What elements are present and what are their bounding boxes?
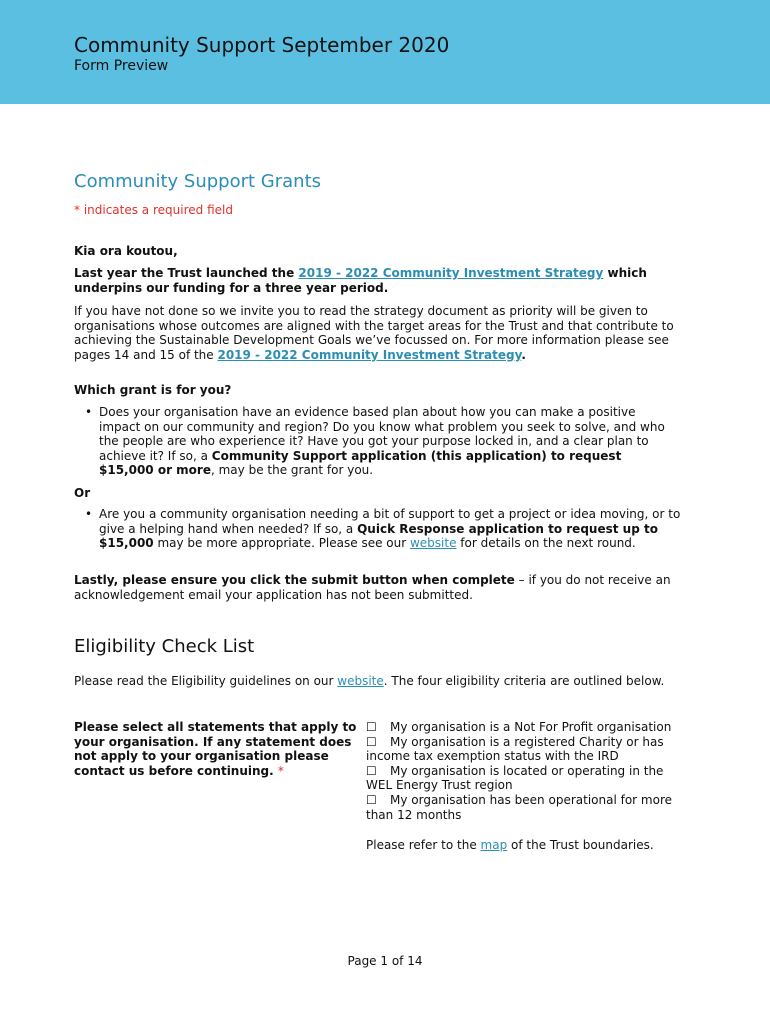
map-link[interactable]: map <box>480 838 508 853</box>
grant-list-1 <box>74 405 669 478</box>
list-item: • Are you a community organisation needing a bit of support to get a project or idea moving, or to give a helping hand when needed? If so, a Quick Response application to request up to $15,000 may be more appropriate. Please see our website for details on the next round. <box>85 507 681 551</box>
bullet-icon: • <box>85 405 93 419</box>
intro-paragraph: Last year the Trust launched the 2019 - 2022 Community Investment Strategy which underpins our funding for a three year period. <box>74 266 647 295</box>
website-link[interactable]: website <box>409 536 457 551</box>
which-grant-heading: Which grant is for you? <box>74 383 232 397</box>
checkbox-wel-region[interactable]: ☐ My organisation is located or operating in the WEL Energy Trust region <box>366 763 664 793</box>
checkbox-icon[interactable]: ☐ <box>366 734 377 749</box>
form-header <box>0 0 770 104</box>
map-reference: Please refer to the map of the Trust boundaries. <box>366 838 654 853</box>
bullet-icon: • <box>85 507 93 521</box>
strategy-paragraph: If you have not done so we invite you to read the strategy document as priority will be given to organisations whose outcomes are aligned with the target areas for the Trust and that contribute to achieving the Sustainable Development Goals we’ve focussed on. For more information please see pages 14 and 15 of the 2019 - 2022 Community Investment Strategy. <box>74 304 674 362</box>
form-subtitle: Form Preview <box>74 58 169 74</box>
or-separator: Or <box>74 486 91 500</box>
greeting: Kia ora koutou, <box>74 244 178 258</box>
required-asterisk: * <box>277 763 284 778</box>
checkbox-icon[interactable]: ☐ <box>366 763 377 778</box>
eligibility-website-link[interactable]: website <box>337 674 384 688</box>
question-label: Please select all statements that apply to your organisation. If any statement does not apply to your organisation please contact us before continuing. * <box>74 720 357 778</box>
section-title-eligibility: Eligibility Check List <box>74 636 255 657</box>
eligibility-intro: Please read the Eligibility guidelines on our website. The four eligibility criteria are outlined below. <box>74 674 665 688</box>
eligibility-options <box>366 720 676 853</box>
checkbox-not-for-profit[interactable]: ☐ My organisation is a Not For Profit organisation <box>366 720 672 734</box>
strategy-link-2[interactable]: 2019 - 2022 Community Investment Strategy <box>217 347 522 362</box>
checkbox-icon[interactable]: ☐ <box>366 792 377 807</box>
checkbox-operational-12-months[interactable]: ☐ My organisation has been operational for more than 12 months <box>366 792 672 822</box>
submit-reminder: Lastly, please ensure you click the submit button when complete – if you do not receive an acknowledgement email your application has not been submitted. <box>74 573 671 602</box>
list-item: • Does your organisation have an evidence based plan about how you can make a positive impact on our community and region? Do you know what problem you seek to solve, and who the people are who experience it? Have you got your purpose locked in, and a clear plan to achieve it? If so, a Community Support application (this application) to request $15,000 or more, may be the grant for you. <box>85 405 665 478</box>
checkbox-registered-charity[interactable]: ☐ My organisation is a registered Charity or has income tax exemption status with the IRD <box>366 734 664 764</box>
page-number: Page 1 of 14 <box>347 954 423 968</box>
eligibility-question <box>74 720 680 890</box>
required-field-note: * indicates a required field <box>74 203 233 217</box>
grant-list-2 <box>74 507 684 551</box>
strategy-link[interactable]: 2019 - 2022 Community Investment Strategy <box>298 266 604 280</box>
checkbox-icon[interactable]: ☐ <box>366 720 377 734</box>
section-title-community-support: Community Support Grants <box>74 171 321 192</box>
form-title: Community Support September 2020 <box>74 33 450 57</box>
